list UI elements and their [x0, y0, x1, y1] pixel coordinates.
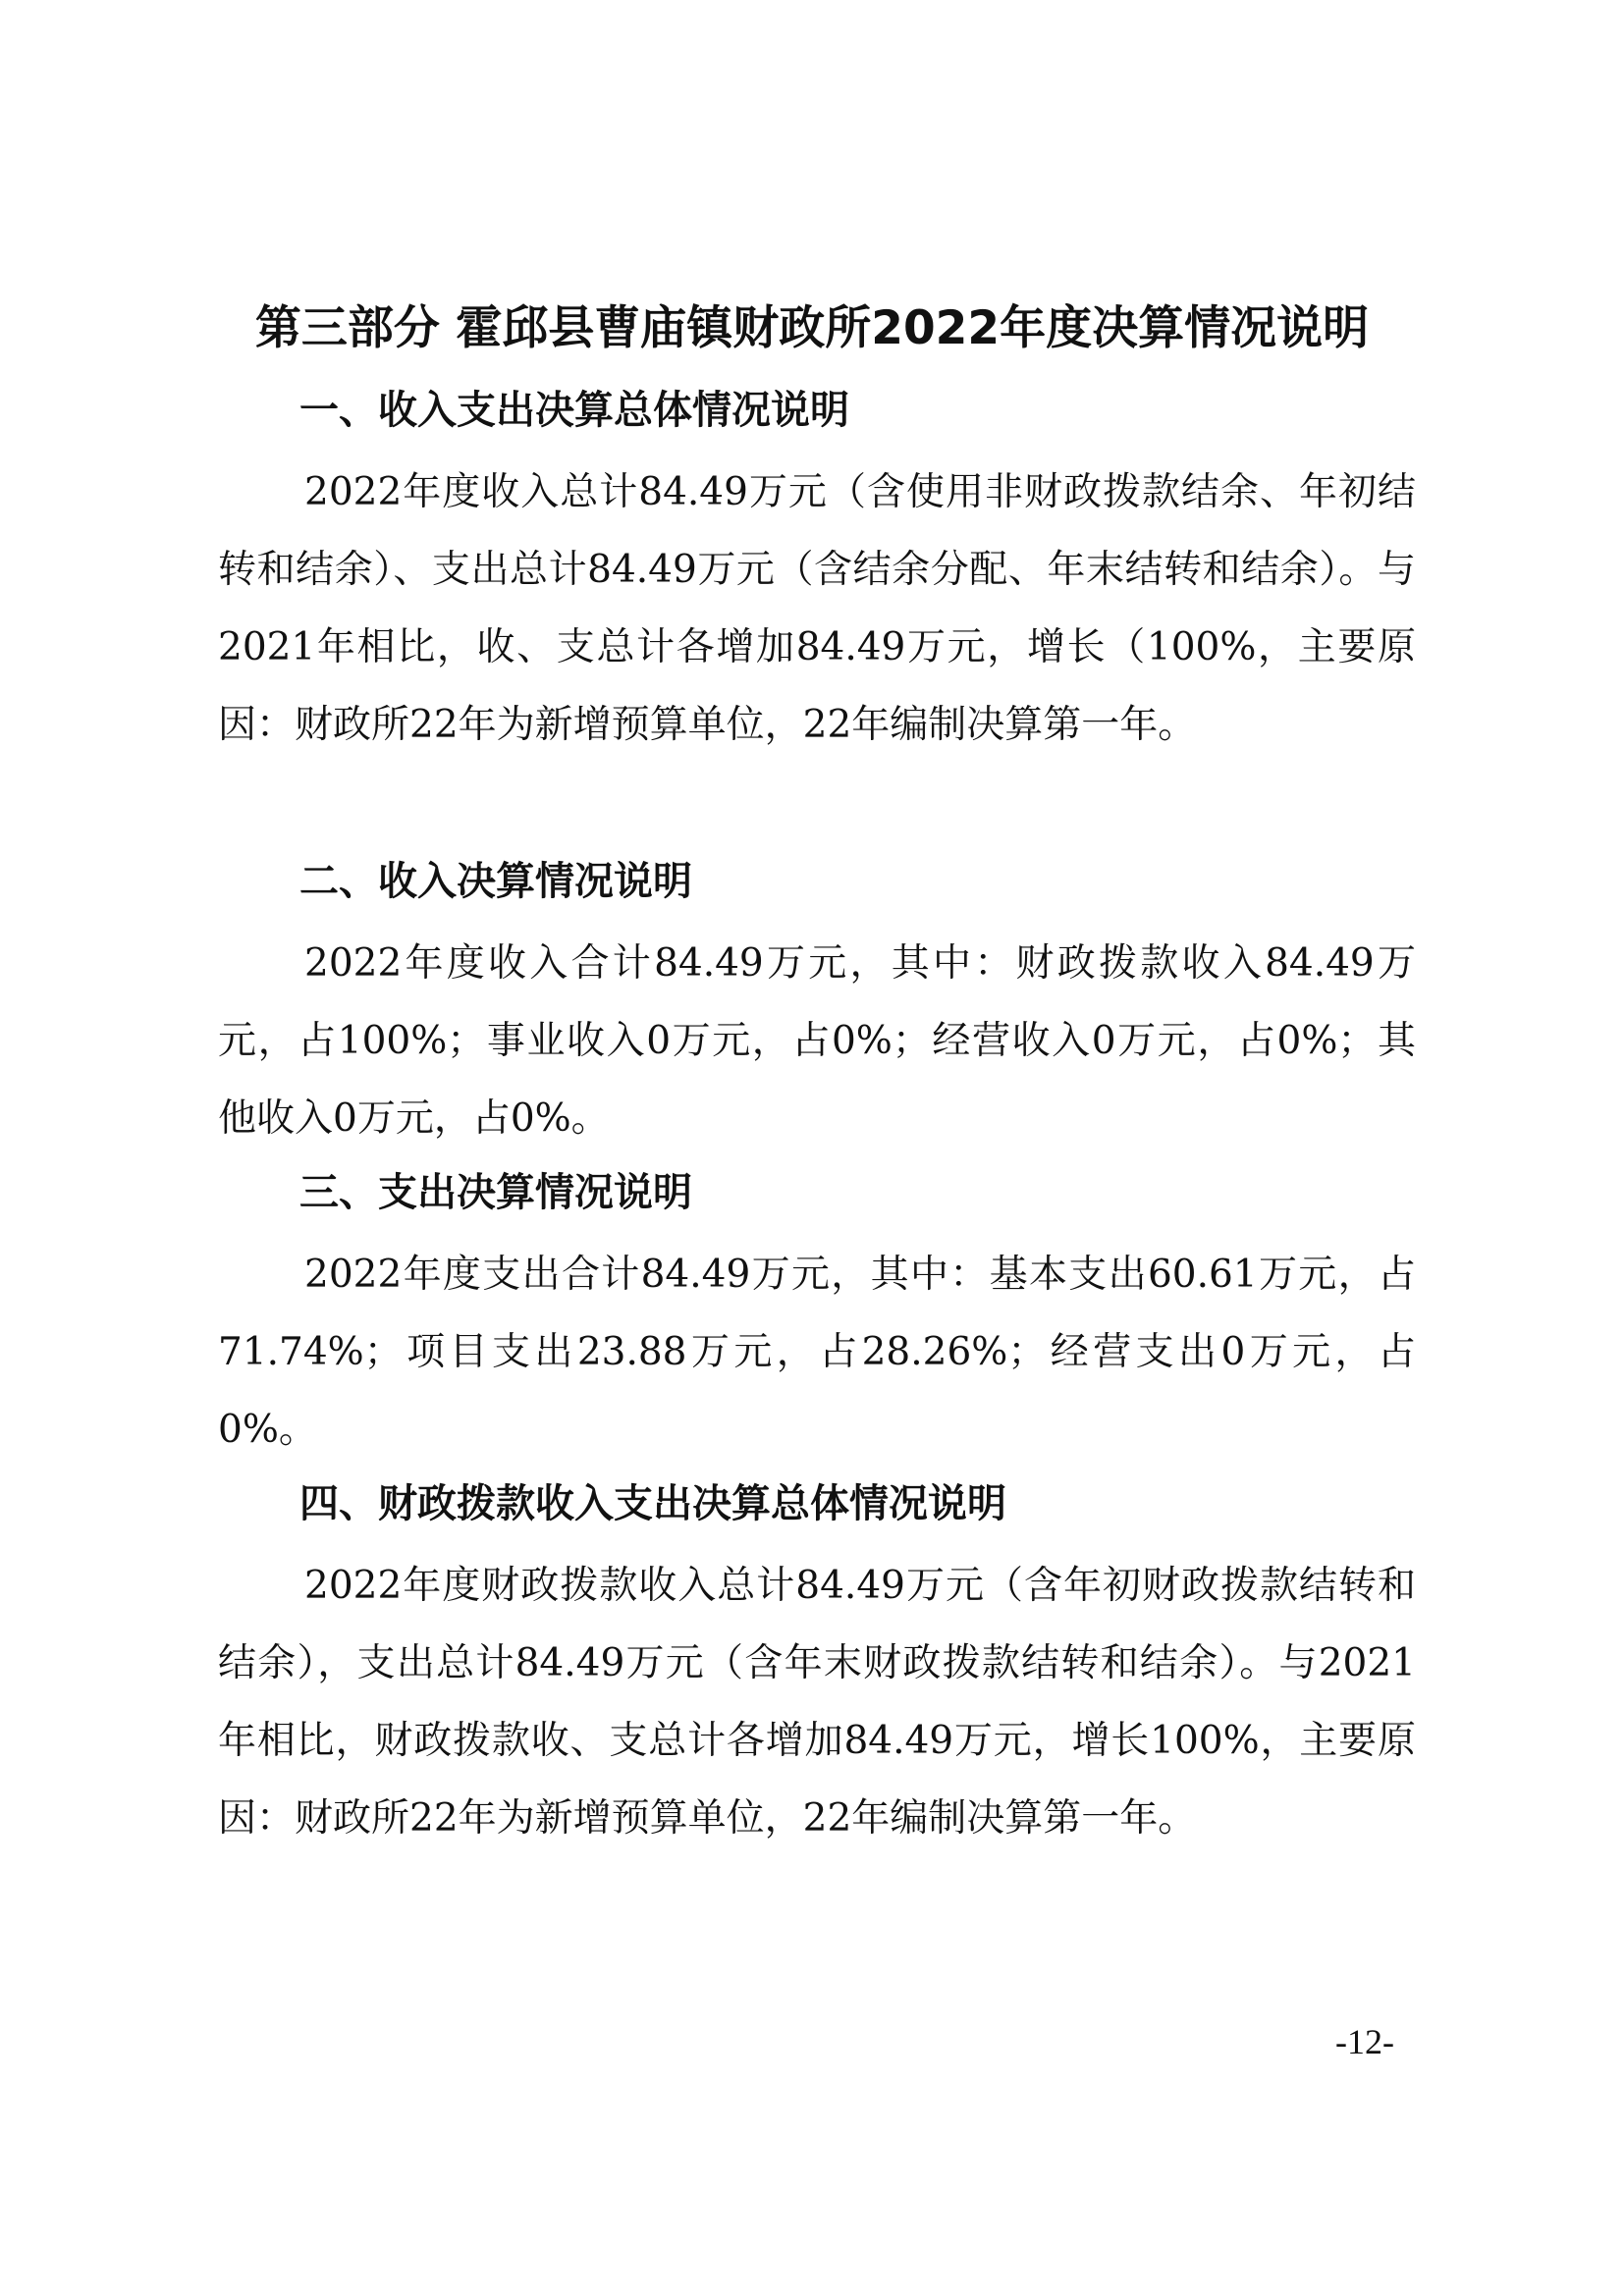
section-paragraph-2: 2022年度收入合计84.49万元，其中：财政拨款收入84.49万元，占100%；事业收入0万元，占0%；经营收入0万元，占0%；其他收入0万元，占0%。: [218, 941, 1416, 1141]
document-title: 第三部分 霍邱县曹庙镇财政所2022年度决算情况说明: [254, 301, 1370, 355]
section-heading-2: 二、收入决算情况说明: [299, 859, 692, 904]
section-heading-3: 三、支出决算情况说明: [299, 1170, 692, 1215]
section-heading-1: 一、收入支出决算总体情况说明: [299, 388, 849, 433]
section-paragraph-4: 2022年度财政拨款收入总计84.49万元（含年初财政拨款结转和结余），支出总计84.49万元（含年末财政拨款结转和结余）。与2021年相比，财政拨款收、支总计各增加84.49万元，增长100%，主要原因：财政所22年为新增预算单位，22年编制决算第一年。: [218, 1564, 1416, 1841]
section-heading-4: 四、财政拨款收入支出决算总体情况说明: [299, 1481, 1006, 1526]
section-paragraph-1: 2022年度收入总计84.49万元（含使用非财政拨款结余、年初结转和结余）、支出总计84.49万元（含结余分配、年末结转和结余）。与2021年相比，收、支总计各增加84.49万元，增长（100%，主要原因：财政所22年为新增预算单位，22年编制决算第一年。: [218, 470, 1416, 747]
section-paragraph-3: 2022年度支出合计84.49万元，其中：基本支出60.61万元，占71.74%；项目支出23.88万元，占28.26%；经营支出0万元，占0%。: [218, 1253, 1416, 1452]
page-number: -12-: [1335, 2022, 1394, 2061]
